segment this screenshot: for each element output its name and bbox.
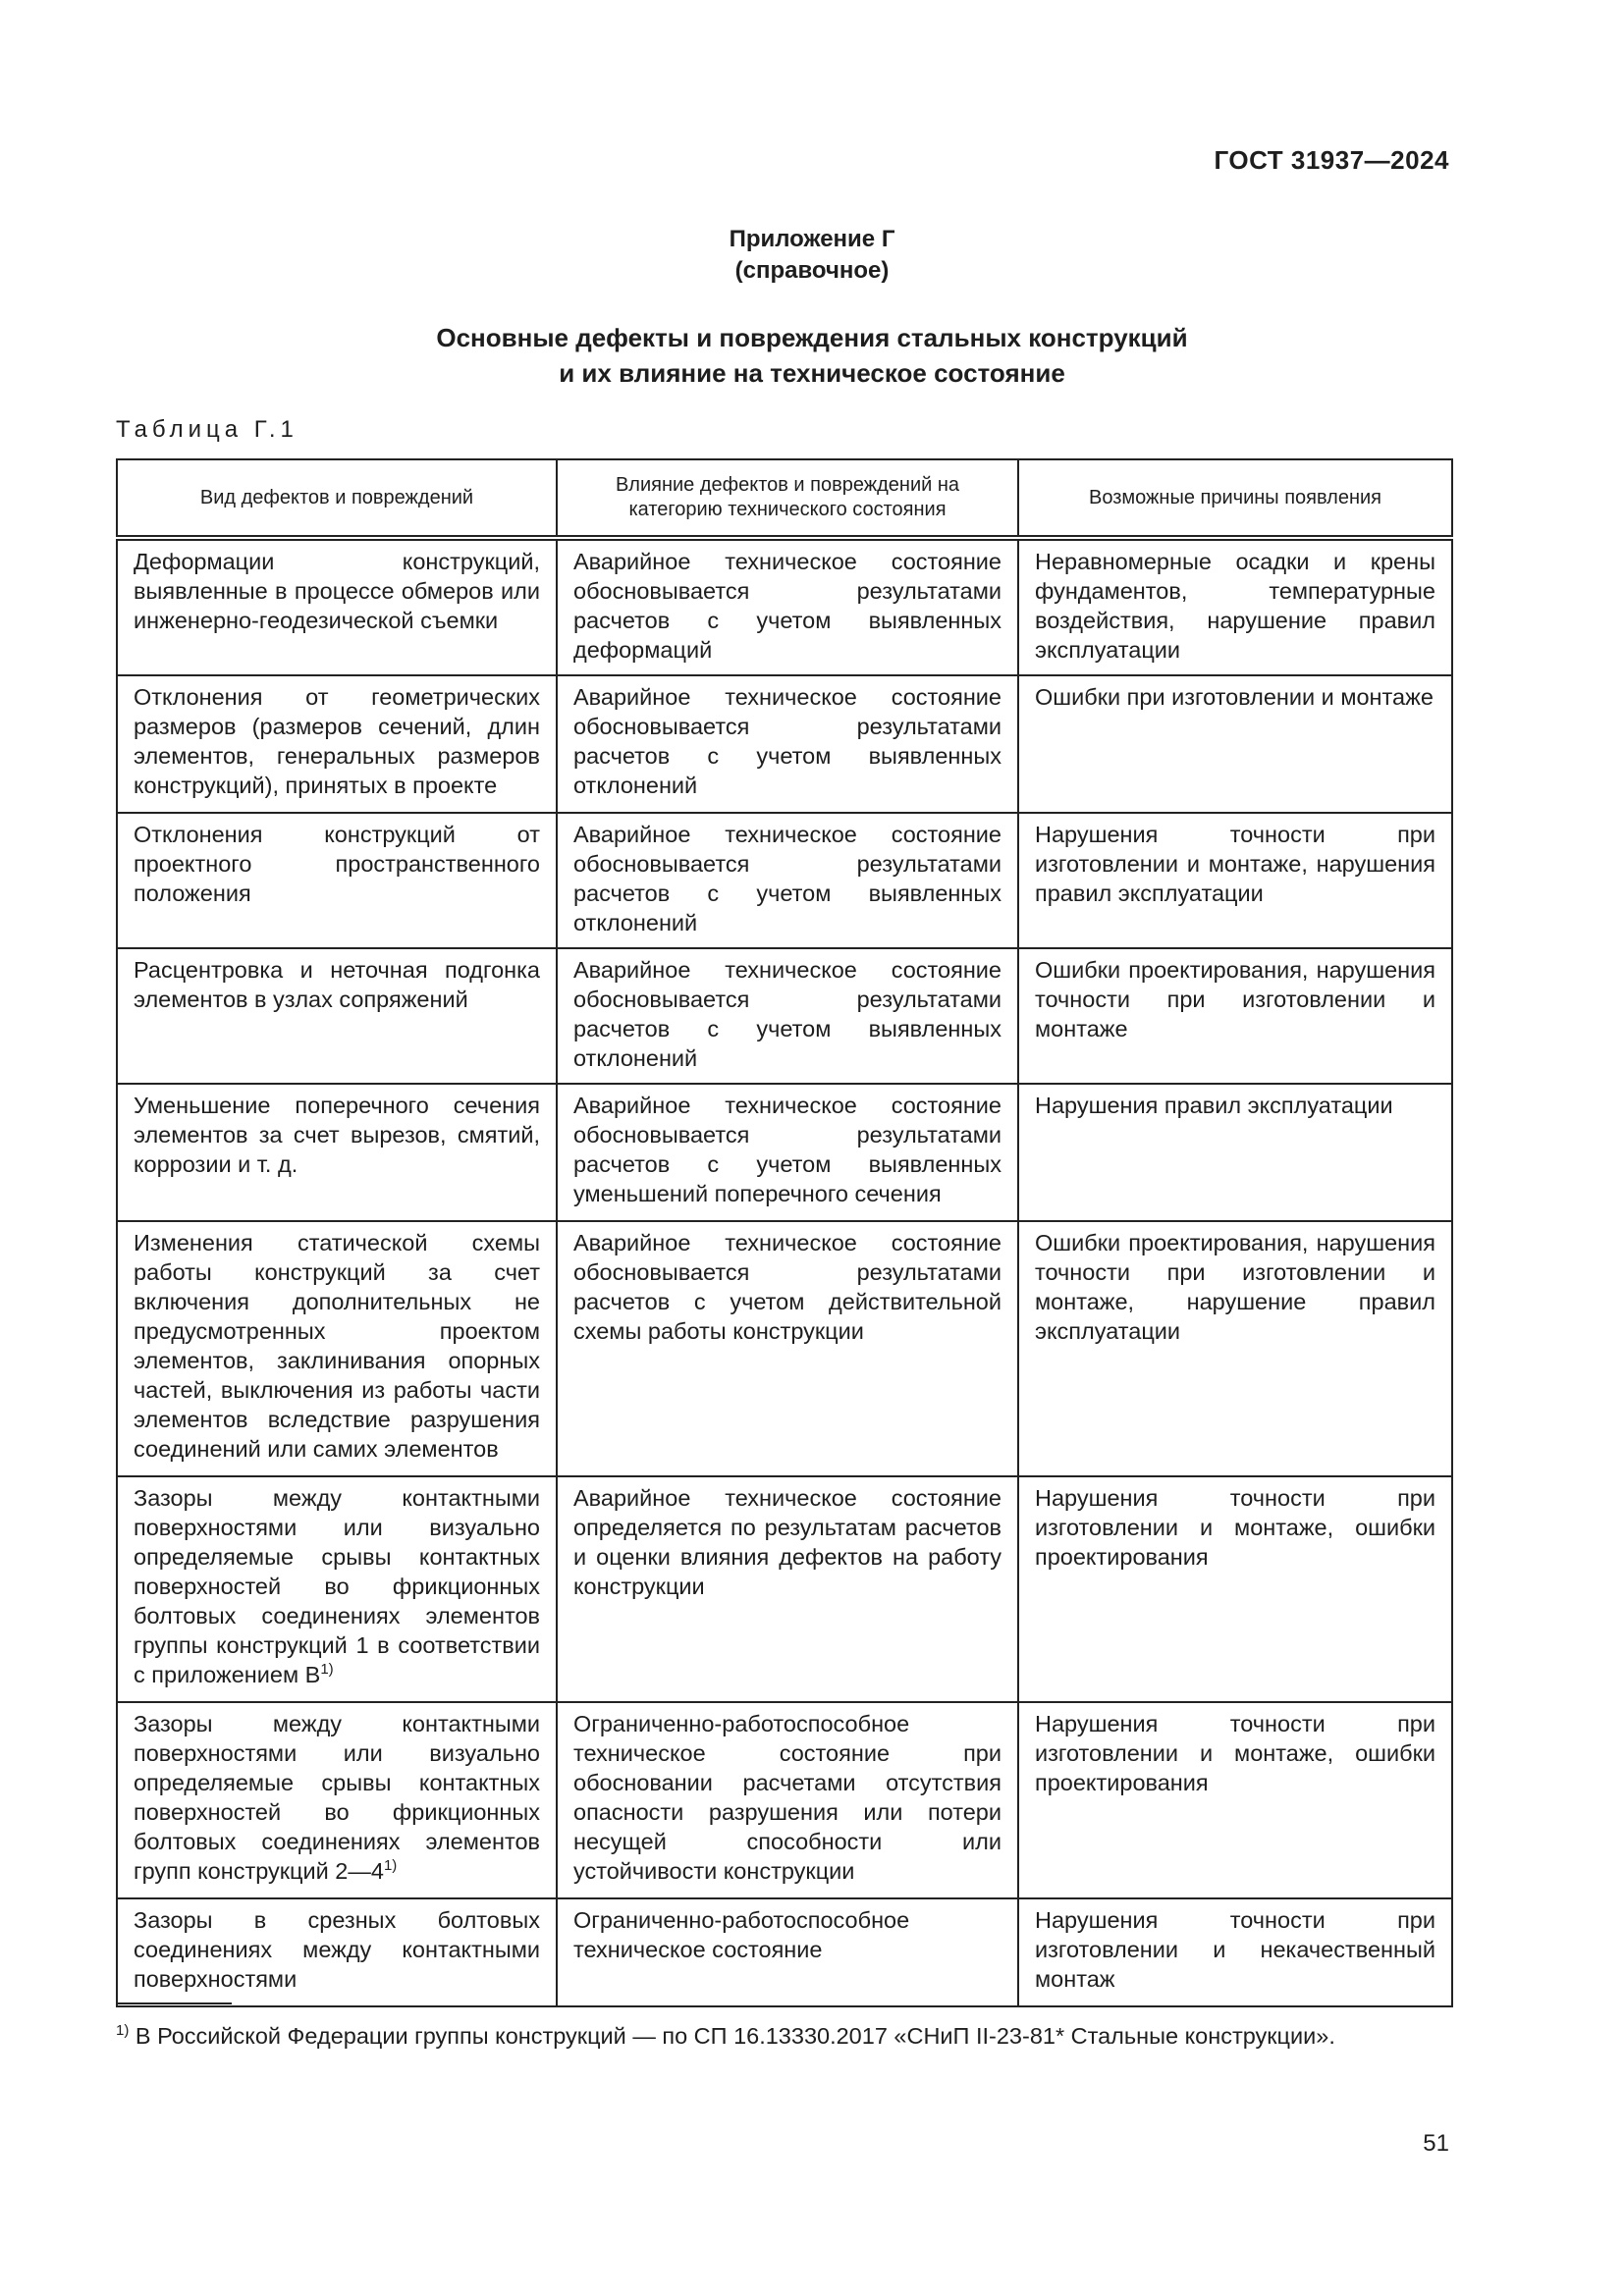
defect-cell: Изменения статической схемы работы конструкций за счет включения дополнительных не предусмотренных проектом элементов, заклинивания опорных частей, выключения из работы части элементов вследствие разрушения соединений или самих элементов — [117, 1221, 557, 1476]
causes-cell: Нарушения правил эксплуатации — [1018, 1084, 1452, 1221]
causes-cell: Нарушения точности при изготовлении и монтаже, нарушения правил эксплуатации — [1018, 813, 1452, 948]
influence-cell: Ограниченно-работоспособное техническое состояние — [557, 1898, 1018, 2006]
influence-cell: Аварийное техническое состояние определяется по результатам расчетов и оценки влияния дефектов на работу конструкции — [557, 1476, 1018, 1702]
table-row — [117, 538, 1452, 675]
table-row — [117, 675, 1452, 813]
defect-cell: Отклонения от геометрических размеров (размеров сечений, длин элементов, генеральных размеров конструкций), принятых в проекте — [117, 675, 557, 813]
standard-code: ГОСТ 31937—2024 — [1214, 145, 1449, 175]
table-row — [117, 1702, 1452, 1898]
influence-cell: Ограниченно-работоспособное техническое состояние при обосновании расчетами отсутствия опасности разрушения или потери несущей способности или устойчивости конструкции — [557, 1702, 1018, 1898]
causes-cell: Нарушения точности при изготовлении и монтаже, ошибки проектирования — [1018, 1476, 1452, 1702]
title-line-2: и их влияние на техническое состояние — [559, 358, 1065, 388]
causes-cell: Ошибки при изготовлении и монтаже — [1018, 675, 1452, 813]
footnote-divider — [116, 2002, 232, 2004]
footnote-mark: 1) — [116, 2022, 130, 2040]
table-row — [117, 948, 1452, 1084]
influence-cell: Аварийное техническое состояние обосновывается результатами расчетов с учетом выявленных уменьшений поперечного сечения — [557, 1084, 1018, 1221]
header-influence: Влияние дефектов и повреждений на категорию технического состояния — [557, 459, 1018, 538]
defect-cell: Отклонения конструкций от проектного пространственного положения — [117, 813, 557, 948]
table-row — [117, 813, 1452, 948]
defect-cell: Деформации конструкций, выявленные в процессе обмеров или инженерно-геодезической съемки — [117, 538, 557, 675]
footnote-reference: 1) — [383, 1857, 398, 1875]
influence-cell: Аварийное техническое состояние обосновывается результатами расчетов с учетом выявленных отклонений — [557, 675, 1018, 813]
appendix-name: Приложение Г — [729, 226, 895, 252]
defect-cell: Расцентровка и неточная подгонка элементов в узлах сопряжений — [117, 948, 557, 1084]
defect-cell: Уменьшение поперечного сечения элементов за счет вырезов, смятий, коррозии и т. д. — [117, 1084, 557, 1221]
influence-cell: Аварийное техническое состояние обосновывается результатами расчетов с учетом выявленных отклонений — [557, 813, 1018, 948]
defects-table — [116, 458, 1453, 2007]
influence-cell: Аварийное техническое состояние обосновывается результатами расчетов с учетом выявленных отклонений — [557, 948, 1018, 1084]
footnote-text: В Российской Федерации группы конструкций — по СП 16.13330.2017 «СНиП II-23-81* Стальные конструкции». — [129, 2023, 1335, 2049]
table-row — [117, 1221, 1452, 1476]
causes-cell: Ошибки проектирования, нарушения точности при изготовлении и монтаже — [1018, 948, 1452, 1084]
table-row — [117, 1476, 1452, 1702]
influence-cell: Аварийное техническое состояние обосновывается результатами расчетов с учетом выявленных деформаций — [557, 538, 1018, 675]
defect-text: Зазоры между контактными поверхностями или визуально определяемые срывы контактных поверхностей во фрикционных болтовых соединениях элементов группы конструкций 1 в соответствии с приложением В — [134, 1485, 540, 1687]
document-title — [0, 320, 1624, 391]
defect-text: Зазоры между контактными поверхностями или визуально определяемые срывы контактных поверхностей во фрикционных болтовых соединениях элементов групп конструкций 2—4 — [134, 1711, 540, 1884]
table-header-row — [117, 459, 1452, 538]
influence-cell: Аварийное техническое состояние обосновывается результатами расчетов с учетом действительной схемы работы конструкции — [557, 1221, 1018, 1476]
header-defect-type: Вид дефектов и повреждений — [117, 459, 557, 538]
footnote-reference: 1) — [320, 1661, 334, 1679]
footnote — [116, 2020, 1451, 2052]
header-causes: Возможные причины появления — [1018, 459, 1452, 538]
defect-cell — [117, 1476, 557, 1702]
causes-cell: Нарушения точности при изготовлении и некачественный монтаж — [1018, 1898, 1452, 2006]
table-row — [117, 1084, 1452, 1221]
appendix-heading — [0, 224, 1624, 287]
causes-cell: Ошибки проектирования, нарушения точности при изготовлении и монтаже, нарушение правил эксплуатации — [1018, 1221, 1452, 1476]
title-line-1: Основные дефекты и повреждения стальных конструкций — [436, 323, 1188, 352]
table-label: Таблица Г.1 — [116, 416, 298, 443]
causes-cell: Нарушения точности при изготовлении и монтаже, ошибки проектирования — [1018, 1702, 1452, 1898]
defect-cell: Зазоры в срезных болтовых соединениях между контактными поверхностями — [117, 1898, 557, 2006]
defect-cell — [117, 1702, 557, 1898]
table-row — [117, 1898, 1452, 2006]
causes-cell: Неравномерные осадки и крены фундаментов, температурные воздействия, нарушение правил эксплуатации — [1018, 538, 1452, 675]
appendix-type: (справочное) — [734, 257, 890, 284]
page-number: 51 — [1423, 2130, 1449, 2157]
